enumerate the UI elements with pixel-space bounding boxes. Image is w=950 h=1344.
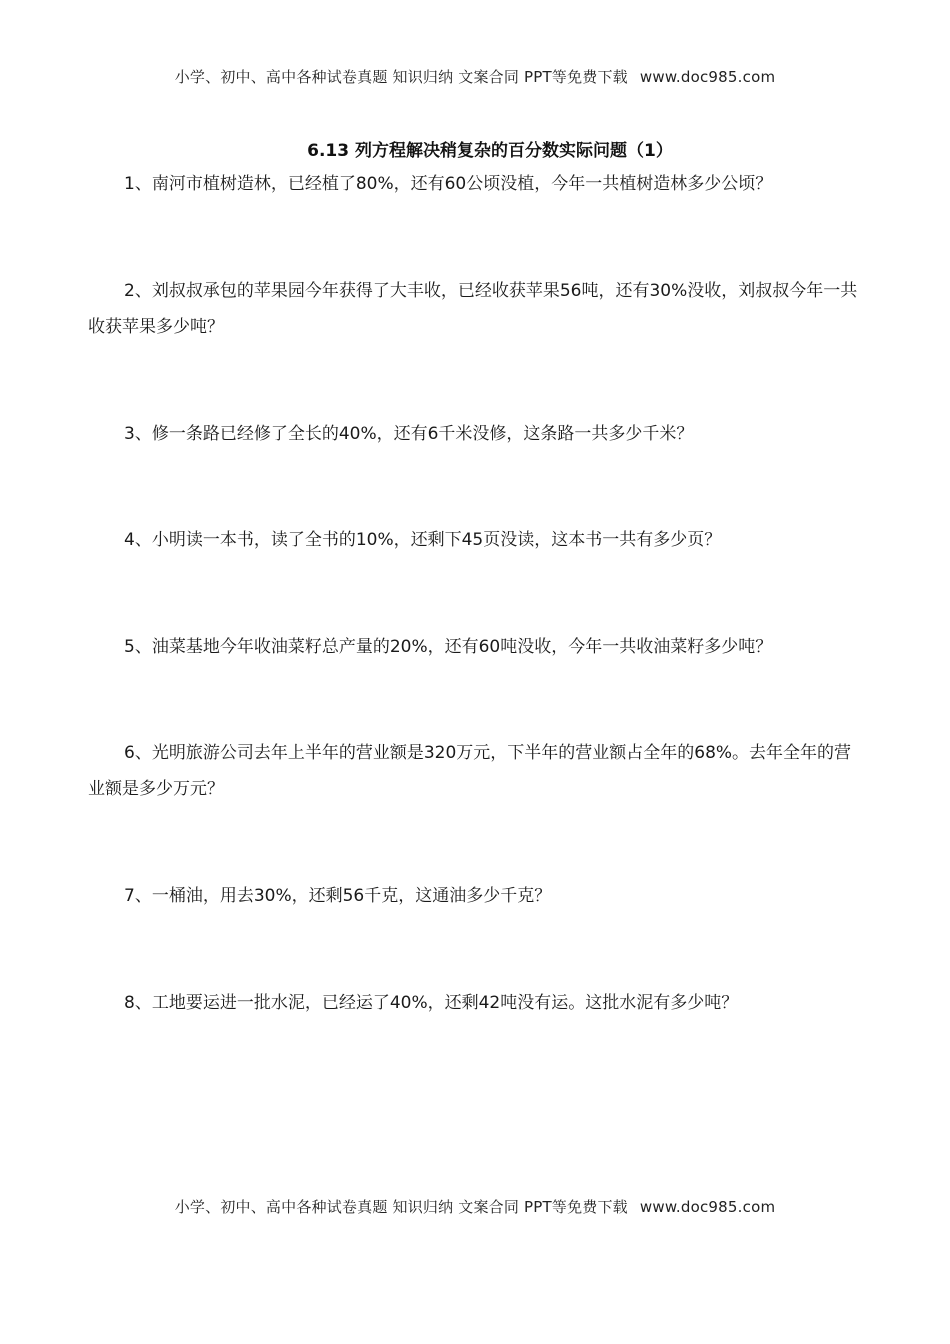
header-banner-site-link[interactable]: www.doc985.com [639,68,776,86]
question-7: 7、一桶油，用去30%，还剩56千克，这通油多少千克？ [124,886,552,906]
header-banner [0,66,950,87]
question-8: 8、工地要运进一批水泥，已经运了40%，还剩42吨没有运。这批水泥有多少吨？ [124,993,739,1013]
question-2: 2、刘叔叔承包的苹果园今年获得了大丰收，已经收获苹果56吨，还有30%没收，刘叔叔今年一共收获苹果多少吨？ [88,281,858,337]
worksheet-title: 6.13 列方程解决稍复杂的百分数实际问题（1） [307,141,673,161]
question-5: 5、油菜基地今年收油菜籽总产量的20%，还有60吨没收，今年一共收油菜籽多少吨？ [124,637,773,657]
question-4: 4、小明读一本书，读了全书的10%，还剩下45页没读，这本书一共有多少页？ [124,530,722,550]
question-1: 1、南河市植树造林，已经植了80%，还有60公顷没植，今年一共植树造林多少公顷？ [124,174,773,194]
question-3: 3、修一条路已经修了全长的40%，还有6千米没修，这条路一共多少千米？ [124,424,694,444]
footer-banner-site-link[interactable]: www.doc985.com [639,1198,776,1216]
footer-banner [0,1196,950,1217]
header-banner-text: 小学、初中、高中各种试卷真题 知识归纳 文案合同 PPT等免费下载 [174,68,628,86]
question-6: 6、光明旅游公司去年上半年的营业额是320万元，下半年的营业额占全年的68%。去年全年的营业额是多少万元？ [88,743,852,799]
footer-banner-text: 小学、初中、高中各种试卷真题 知识归纳 文案合同 PPT等免费下载 [174,1198,628,1216]
